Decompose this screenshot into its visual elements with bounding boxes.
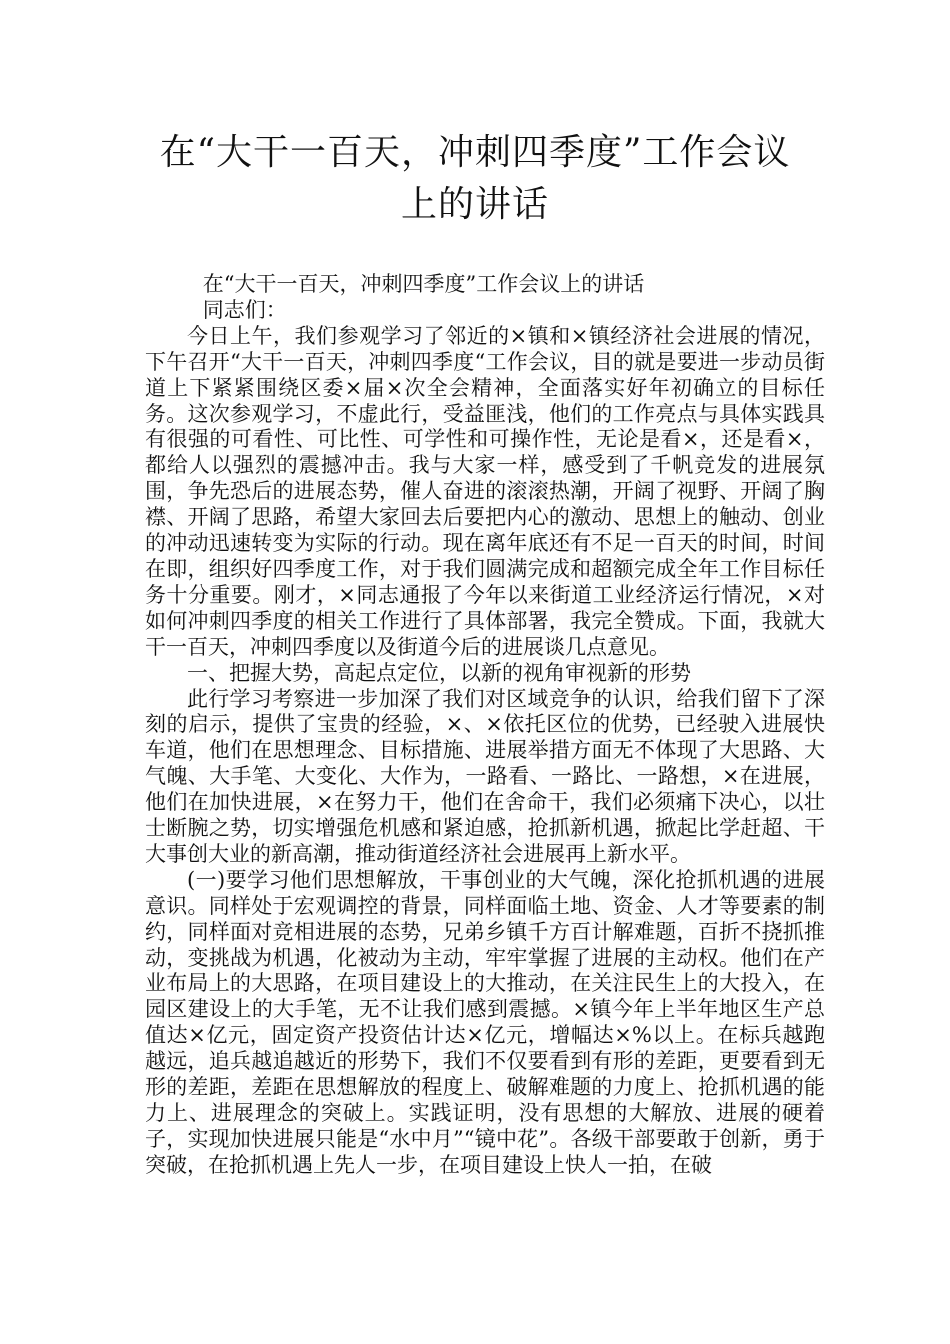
paragraph-opening: 今日上午，我们参观学习了邻近的×镇和×镇经济社会进展的情况，下午召开“大干一百天，冲刺四季度“工作会议，目的就是要进一步动员街道上下紧紧围绕区委×届×次全会精神，全面落实好年初确立的目标任务。这次参观学习，不虚此行，受益匪浅，他们的工作亮点与具体实践具有很强的可看性、可比性、可学性和可操作性，无论是看×，还是看×，都给人以强烈的震撼冲击。我与大家一样，感受到了千帆竞发的进展氛围，争先恐后的进展态势，催人奋进的滚滚热潮，开阔了视野、开阔了胸襟、开阔了思路，希望大家回去后要把内心的激动、思想上的触动、创业的冲动迅速转变为实际的行动。现在离年底还有不足一百天的时间，时间在即，组织好四季度工作，对于我们圆满完成和超额完成全年工作目标任务十分重要。刚才，×同志通报了今年以来街道工业经济运行情况，×对如何冲刺四季度的相关工作进行了具体部署，我完全赞成。下面，我就大干一百天，冲刺四季度以及街道今后的进展谈几点意见。 [145,323,825,659]
title-line-2: 上的讲话 [400,184,549,225]
paragraph-section-1: 此行学习考察进一步加深了我们对区域竞争的认识，给我们留下了深刻的启示，提供了宝贵的经验，×、×依托区位的优势，已经驶入进展快车道，他们在思想理念、目标措施、进展举措方面无不体现了大思路、大气魄、大手笔、大变化、大作为，一路看、一路比、一路想，×在进展，他们在加快进展，×在努力干，他们在舍命干，我们必须痛下决心，以壮士断腕之势，切实增强危机感和紧迫感，抢抓新机遇，掀起比学赶超、干大事创大业的新高潮，推动街道经济社会进展再上新水平。 [145,686,825,866]
section-heading-1: 一、把握大势，高起点定位，以新的视角审视新的形势 [187,660,691,685]
document-body [145,272,825,1179]
paragraph-subsection-1: (一)要学习他们思想解放，干事创业的大气魄，深化抢抓机遇的进展意识。同样处于宏观调控的背景，同样面临土地、资金、人才等要素的制约，同样面对竞相进展的态势，兄弟乡镇千方百计解难题，百折不挠抓推动，变挑战为机遇，化被动为主动，牢牢掌握了进展的主动权。他们在产业布局上的大思路，在项目建设上的大推动，在关注民生上的大投入，在园区建设上的大手笔，无不让我们感到震撼。×镇今年上半年地区生产总值达×亿元，固定资产投资估计达×亿元，增幅达×%以上。在标兵越跑越远，追兵越追越近的形势下，我们不仅要看到有形的差距，更要看到无形的差距，差距在思想解放的程度上、破解难题的力度上、抢抓机遇的能力上、进展理念的突破上。实践证明，没有思想的大解放、进展的硬着子，实现加快进展只能是“水中月”“镜中花”。各级干部要敢于创新，勇于突破，在抢抓机遇上先人一步，在项目建设上快人一拍，在破 [145,867,825,1177]
title-line-1: 在“大干一百天，冲刺四季度”工作会议 [159,132,791,173]
subtitle-line: 在“大干一百天，冲刺四季度”工作会议上的讲话 [202,272,645,296]
document-title [120,127,830,231]
salutation: 同志们： [202,297,287,322]
